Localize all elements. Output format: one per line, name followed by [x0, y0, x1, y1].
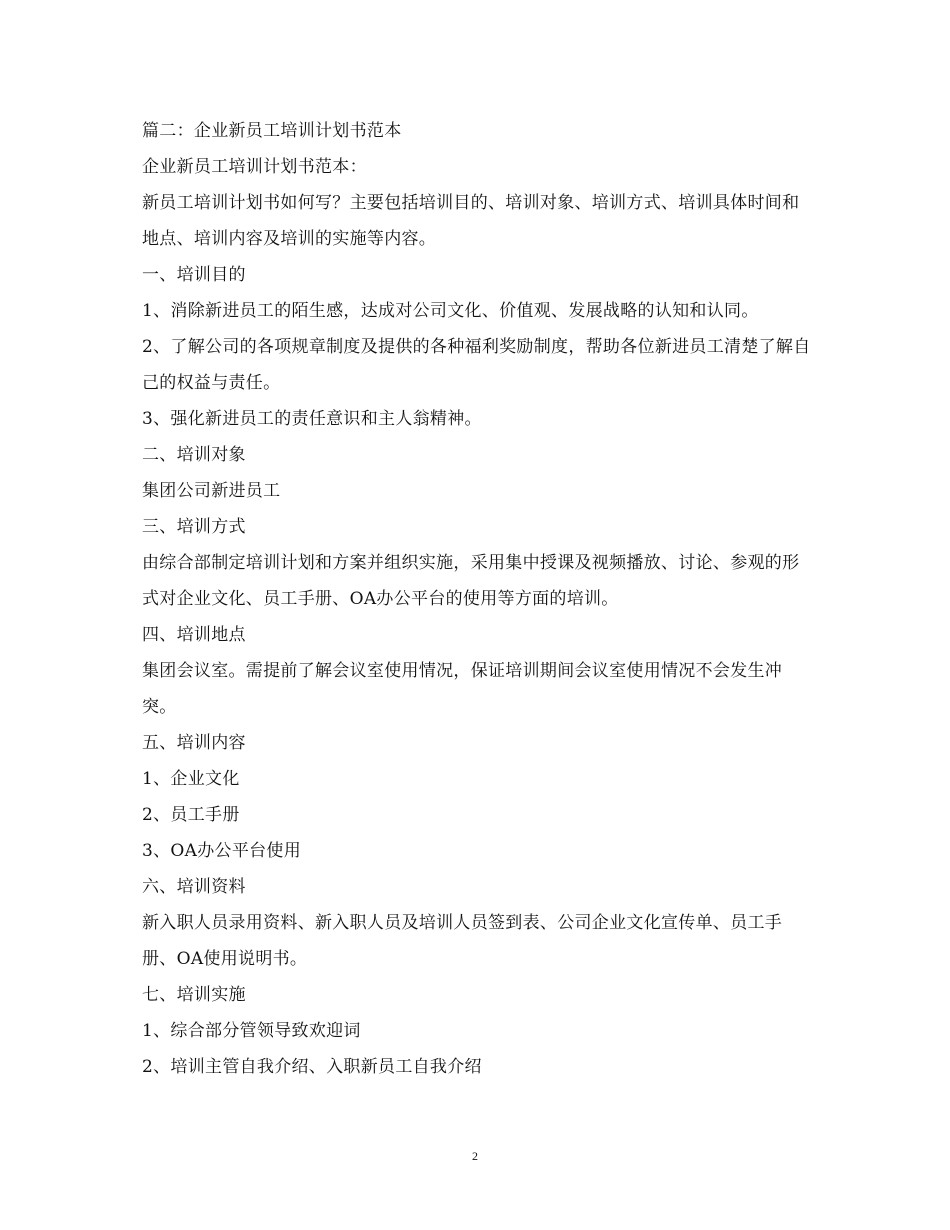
purpose-item-2: 2、了解公司的各项规章制度及提供的各种福利奖励制度，帮助各位新进员工清楚了解自己的权益与责任。: [142, 337, 811, 393]
purpose-item-1: 1、消除新进员工的陌生感，达成对公司文化、价值观、发展战略的认知和认同。: [142, 301, 759, 321]
implementation-item-1: 1、综合部分管领导致欢迎词: [142, 1021, 361, 1041]
heading-training-materials: 六、培训资料: [142, 877, 246, 897]
location-paragraph: 集团会议室。需提前了解会议室使用情况，保证培训期间会议室使用情况不会发生冲突。: [142, 661, 783, 717]
section-title: 篇二：企业新员工培训计划书范本: [142, 121, 402, 141]
content-item-1: 1、企业文化: [142, 769, 240, 789]
purpose-item-3: 3、强化新进员工的责任意识和主人翁精神。: [142, 409, 482, 429]
document-heading: 企业新员工培训计划书范本：: [142, 157, 367, 177]
page-number: 2: [472, 1149, 478, 1163]
content-item-3: 3、OA办公平台使用: [142, 841, 302, 861]
implementation-item-2: 2、培训主管自我介绍、入职新员工自我介绍: [142, 1057, 482, 1077]
materials-paragraph: 新入职人员录用资料、新入职人员及培训人员签到表、公司企业文化宣传单、员工手册、OA使用说明书。: [142, 913, 783, 969]
heading-training-location: 四、培训地点: [142, 625, 246, 645]
target-paragraph: 集团公司新进员工: [142, 481, 281, 501]
intro-paragraph: 新员工培训计划书如何写？主要包括培训目的、培训对象、培训方式、培训具体时间和地点、培训内容及培训的实施等内容。: [142, 193, 800, 249]
heading-training-method: 三、培训方式: [142, 517, 246, 537]
method-paragraph: 由综合部制定培训计划和方案并组织实施，采用集中授课及视频播放、讨论、参观的形式对企业文化、员工手册、OA办公平台的使用等方面的培训。: [142, 553, 800, 609]
heading-training-implementation: 七、培训实施: [142, 985, 246, 1005]
document-body: [142, 113, 814, 1085]
heading-training-purpose: 一、培训目的: [142, 265, 246, 285]
heading-training-content: 五、培训内容: [142, 733, 246, 753]
heading-training-target: 二、培训对象: [142, 445, 246, 465]
content-item-2: 2、员工手册: [142, 805, 240, 825]
